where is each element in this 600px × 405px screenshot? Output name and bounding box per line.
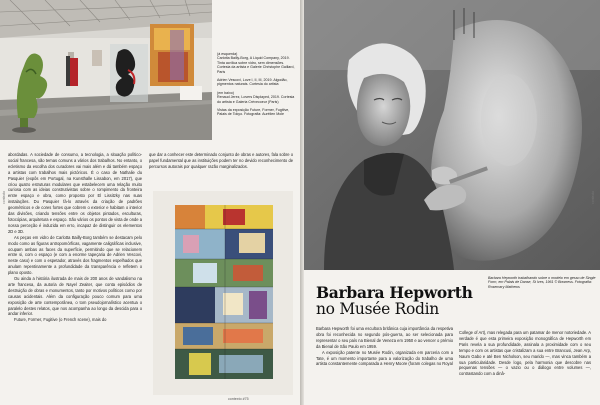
paragraph: que dar a conhecer este determinado conjunto de obras e autores, fala sobre o papel fundamental que as instituições podem ter no devido reconhecimento de percursos autorais por qualquer razão marginalizados.: [149, 152, 293, 169]
paragraph: As peças em vidro de Carlotta Bailly-Borg também se destacam pelo modo como as figuras antropomórficas, vagamente caligráficas inclusive, ocupam ambas as faces da superfície, permitindo que se relacionem entre si, com o espaço (e com a enorme tapeçaria de Adrien Vescovi, neste caso) e com o espetador, através dos fragmentos espelhados que anulam repentinamente a profundidade da transparência e refletem o plano oposto.: [8, 234, 142, 276]
section-side-tag: contexto: [2, 190, 6, 204]
page-folio: contexto #75: [228, 397, 249, 401]
paragraph: Barbara Hepworth foi uma escultora britânica cuja importância da respetiva obra foi reconhecida no segundo pós-guerra, ao ser selecionada para representar o seu país na Bienal de Veneza em 1950 e ao vencer o prémio da Bienal de São Paulo em 1959.: [316, 326, 453, 349]
hepworth-photo-caption: Barbara Hepworth trabalhando sobre o modelo em gesso de Single Form, em Palais de Danse, St Ives, 1961 © Bowness. Fotografia: Rosemary Mathews: [488, 276, 596, 289]
headline-title: Barbara Hepworth: [316, 283, 473, 302]
hepworth-photo-graphic: [304, 0, 600, 270]
article-column-2: [149, 152, 293, 192]
headline-subtitle: no Musée Rodin: [316, 300, 439, 318]
article-headline: [316, 284, 536, 318]
article-column-2: [459, 330, 591, 400]
gallery-photo-graphic: [0, 0, 212, 140]
paragraph: Future, Former, Fugitive (o French scene), mais do: [14, 317, 107, 323]
article-column-1: [8, 152, 142, 397]
caption-2: Adrien Vescovi, Love I, II, III, 2019. Algodão, pigmentos naturais. Cortesia do artista: [217, 78, 288, 87]
section-side-tag: contexto: [591, 190, 595, 204]
caption-4: Vistas da exposição Future, Former, Fugitive, Palais de Tokyo. Fotografia: Aurélien Mole: [217, 108, 290, 117]
caption-3: (em baixo) Renaud Jerez, Lovers Displayed, 2019. Cortesia do artista e Galeria Crèvecoeur (Paris): [217, 90, 295, 104]
caption-1: (à esquerda) Carlotta Bailly-Borg, A Liquid Company, 2019. Tinta acrílica sobre vidro, sem dimensões. Cortesia da artista e Galerie Christophe Gaillard, Paris: [217, 52, 295, 74]
article-column-1: [316, 326, 453, 400]
paragraph: abordadas. A sociedade de consumo, a tecnologia, a situação político-social francesa, são temas comuns a vários dos trabalhos. No entanto, o ecletismo da escolha dos curadores vai mais além e dá também espaço a artistas com trabalhos mais pictóricos. É o caso de Nathalie du Pasquier (expôs em Portugal, na Kunsthalle Lissabon, em 2017), que criou quatro estruturas modulares que estabelecem uma relação muito curiosa com as ideias construtivistas sobre o rompimento da fronteira entre espaço e obra, como proposto por El Lissitzky nas suas instalações. Du Pasquier fá-lo através da criação de padrões geométricos e de cores fortes que cobrem o exterior e habitam o interior das divisões, criando tensões entre os objetos pintados, esculturas, fotocópias, arquitetura e espaço. São vários os pontos de vista de onde a nossa perceção é induzida em erro, incapaz de distinguir os elementos 2D e 3D.: [8, 152, 142, 234]
image-captions: [217, 52, 297, 121]
paragraph: A exposição patente no Musée Rodin, organizada em parceria com a Tate, é um momento importante para a valorização do trabalho de uma artista constantemente comparada a Henry Moore (foram colegas no Royal: [316, 349, 453, 367]
paragraph: Ou ainda a história ilustrada de mais de 200 anos de vandalismo na arte francesa, da autoria de Nayel Zeaiter, que conta episódios de destruição de obras e monumentos, tanto por motivos políticos como por causas acidentais. Além da configuração pouco comum para uma exposição de arte contemporânea, o tom pseudojornalístico acentua o paralelo destes relatos, que nos acompanha ao longo da descida para o andar inferior.: [8, 276, 142, 317]
right-page: [304, 0, 600, 405]
tapestry-artwork-photo: [153, 191, 293, 395]
hepworth-sculptor-photo: [304, 0, 600, 270]
gallery-installation-photo: [0, 0, 212, 140]
tapestry-graphic: [153, 191, 293, 395]
paragraph: College of Art), mas relegada para um patamar de menor notoriedade. A verdade é que esta primeira exposição monográfica de Hepworth em Paris revela a sua profundidade, assinala a proximidade com o seu tempo e com os artistas que cristalizam a sua entre Brancusi, Jean Arp, Naum Gabo e até Ben Nicholson, seu marido —, mas vinca também a sua particularidade. Desde logo, pela harmonia que descobre nas pequenas tensões — o vazio ou o diálogo entre volumes —, contrastando com a dinâ-: [459, 330, 591, 377]
